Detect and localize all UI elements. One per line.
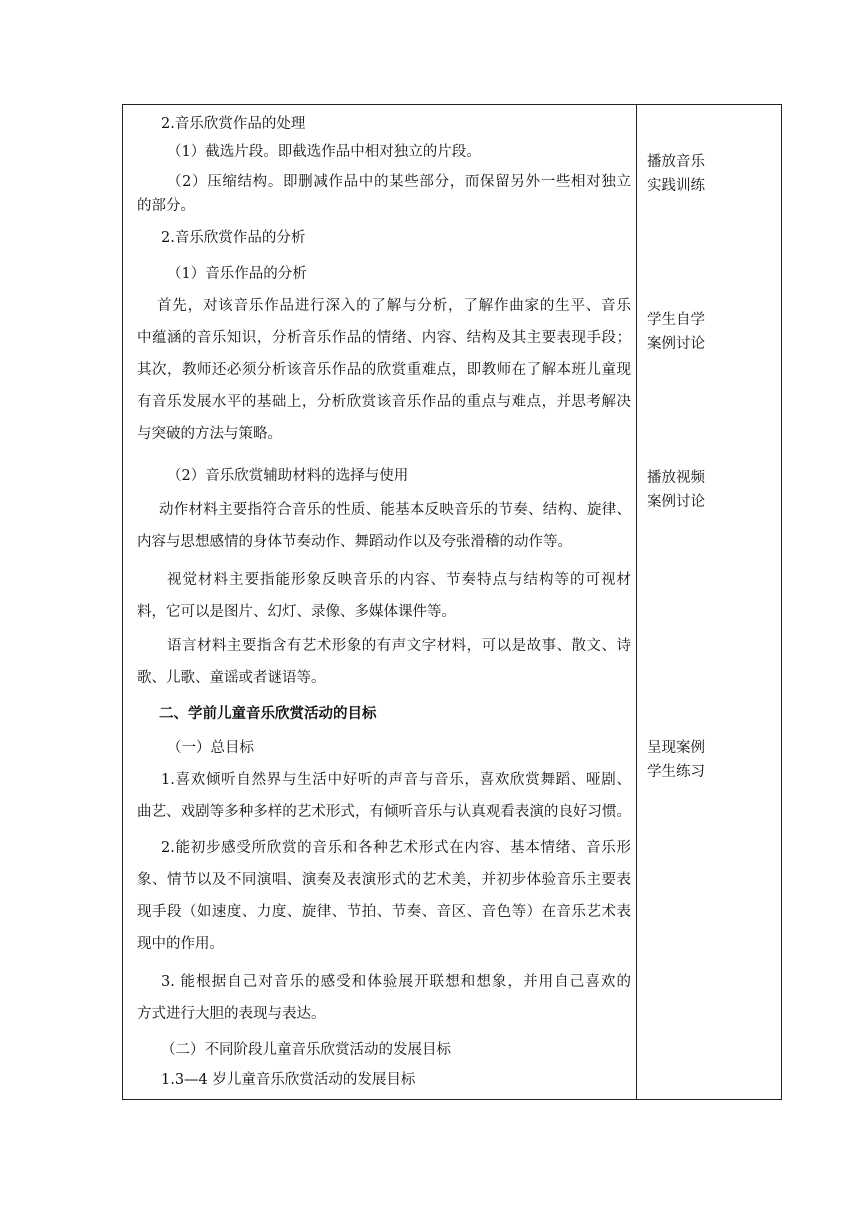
text-line: 2.能初步感受所欣赏的音乐和各种艺术形式在内容、基本情绪、音乐形 bbox=[161, 840, 631, 856]
text-line: 其次，教师还必须分析该音乐作品的欣赏重难点，即教师在了解本班儿童现 bbox=[137, 362, 631, 378]
heading-line: 2.音乐欣赏作品的分析 bbox=[161, 230, 306, 246]
lesson-table bbox=[122, 104, 782, 1100]
side-note: 学生练习 bbox=[647, 764, 705, 780]
text-line: 歌、儿歌、童谣或者谜语等。 bbox=[137, 670, 326, 686]
text-line: 内容与思想感情的身体节奏动作、舞蹈动作以及夸张滑稽的动作等。 bbox=[137, 534, 572, 550]
text-line: 1.3—4 岁儿童音乐欣赏活动的发展目标 bbox=[161, 1072, 416, 1088]
text-line: 动作材料主要指符合音乐的性质、能基本反映音乐的节奏、结构、旋律、 bbox=[159, 502, 631, 518]
text-line: 方式进行大胆的表现与表达。 bbox=[137, 1006, 326, 1022]
section-heading: 二、学前儿童音乐欣赏活动的目标 bbox=[159, 705, 377, 722]
side-note: 呈现案例 bbox=[647, 740, 705, 756]
text-line: 现手段（如速度、力度、旋律、节拍、节奏、音区、音色等）在音乐艺术表 bbox=[137, 904, 631, 920]
text-line: （1）音乐作品的分析 bbox=[167, 266, 307, 282]
text-line: 3. 能根据自己对音乐的感受和体验展开联想和想象，并用自己喜欢的 bbox=[161, 974, 631, 990]
text-line: 曲艺、戏剧等多种多样的艺术形式，有倾听音乐与认真观看表演的良好习惯。 bbox=[137, 804, 631, 820]
heading-line: 2.音乐欣赏作品的处理 bbox=[161, 116, 306, 132]
text-line: 视觉材料主要指能形象反映音乐的内容、节奏特点与结构等的可视材 bbox=[167, 572, 631, 588]
text-line: （2）音乐欣赏辅助材料的选择与使用 bbox=[167, 468, 409, 484]
text-line: 料，它可以是图片、幻灯、录像、多媒体课件等。 bbox=[137, 604, 456, 620]
text-line: 首先，对该音乐作品进行深入的了解与分析，了解作曲家的生平、音乐 bbox=[157, 298, 631, 314]
text-line: 象、情节以及不同演唱、演奏及表演形式的艺术美，并初步体验音乐主要表 bbox=[137, 872, 631, 888]
side-note: 播放音乐 bbox=[647, 154, 705, 170]
text-line: 1.喜欢倾听自然界与生活中好听的声音与音乐，喜欢欣赏舞蹈、哑剧、 bbox=[161, 772, 631, 788]
side-note: 学生自学 bbox=[647, 312, 705, 328]
side-note: 案例讨论 bbox=[647, 336, 705, 352]
text-line: 中蕴涵的音乐知识，分析音乐作品的情绪、内容、结构及其主要表现手段； bbox=[137, 330, 631, 346]
subsection-heading: （二）不同阶段儿童音乐欣赏活动的发展目标 bbox=[161, 1042, 451, 1058]
side-note: 实践训练 bbox=[647, 178, 705, 194]
text-line: （1）截选片段。即截选作品中相对独立的片段。 bbox=[167, 144, 481, 160]
text-line: 的部分。 bbox=[137, 198, 195, 214]
side-note: 播放视频 bbox=[647, 470, 705, 486]
text-line: 现中的作用。 bbox=[137, 936, 224, 952]
side-note: 案例讨论 bbox=[647, 494, 705, 510]
text-line: 与突破的方法与策略。 bbox=[137, 426, 282, 442]
text-line: （2）压缩结构。即删减作品中的某些部分，而保留另外一些相对独立 bbox=[167, 174, 631, 190]
text-line: 有音乐发展水平的基础上，分析欣赏该音乐作品的重点与难点，并思考解决 bbox=[137, 394, 631, 410]
text-line: 语言材料主要指含有艺术形象的有声文字材料，可以是故事、散文、诗 bbox=[167, 638, 631, 654]
column-divider bbox=[636, 105, 637, 1099]
subsection-heading: （一）总目标 bbox=[167, 740, 254, 756]
